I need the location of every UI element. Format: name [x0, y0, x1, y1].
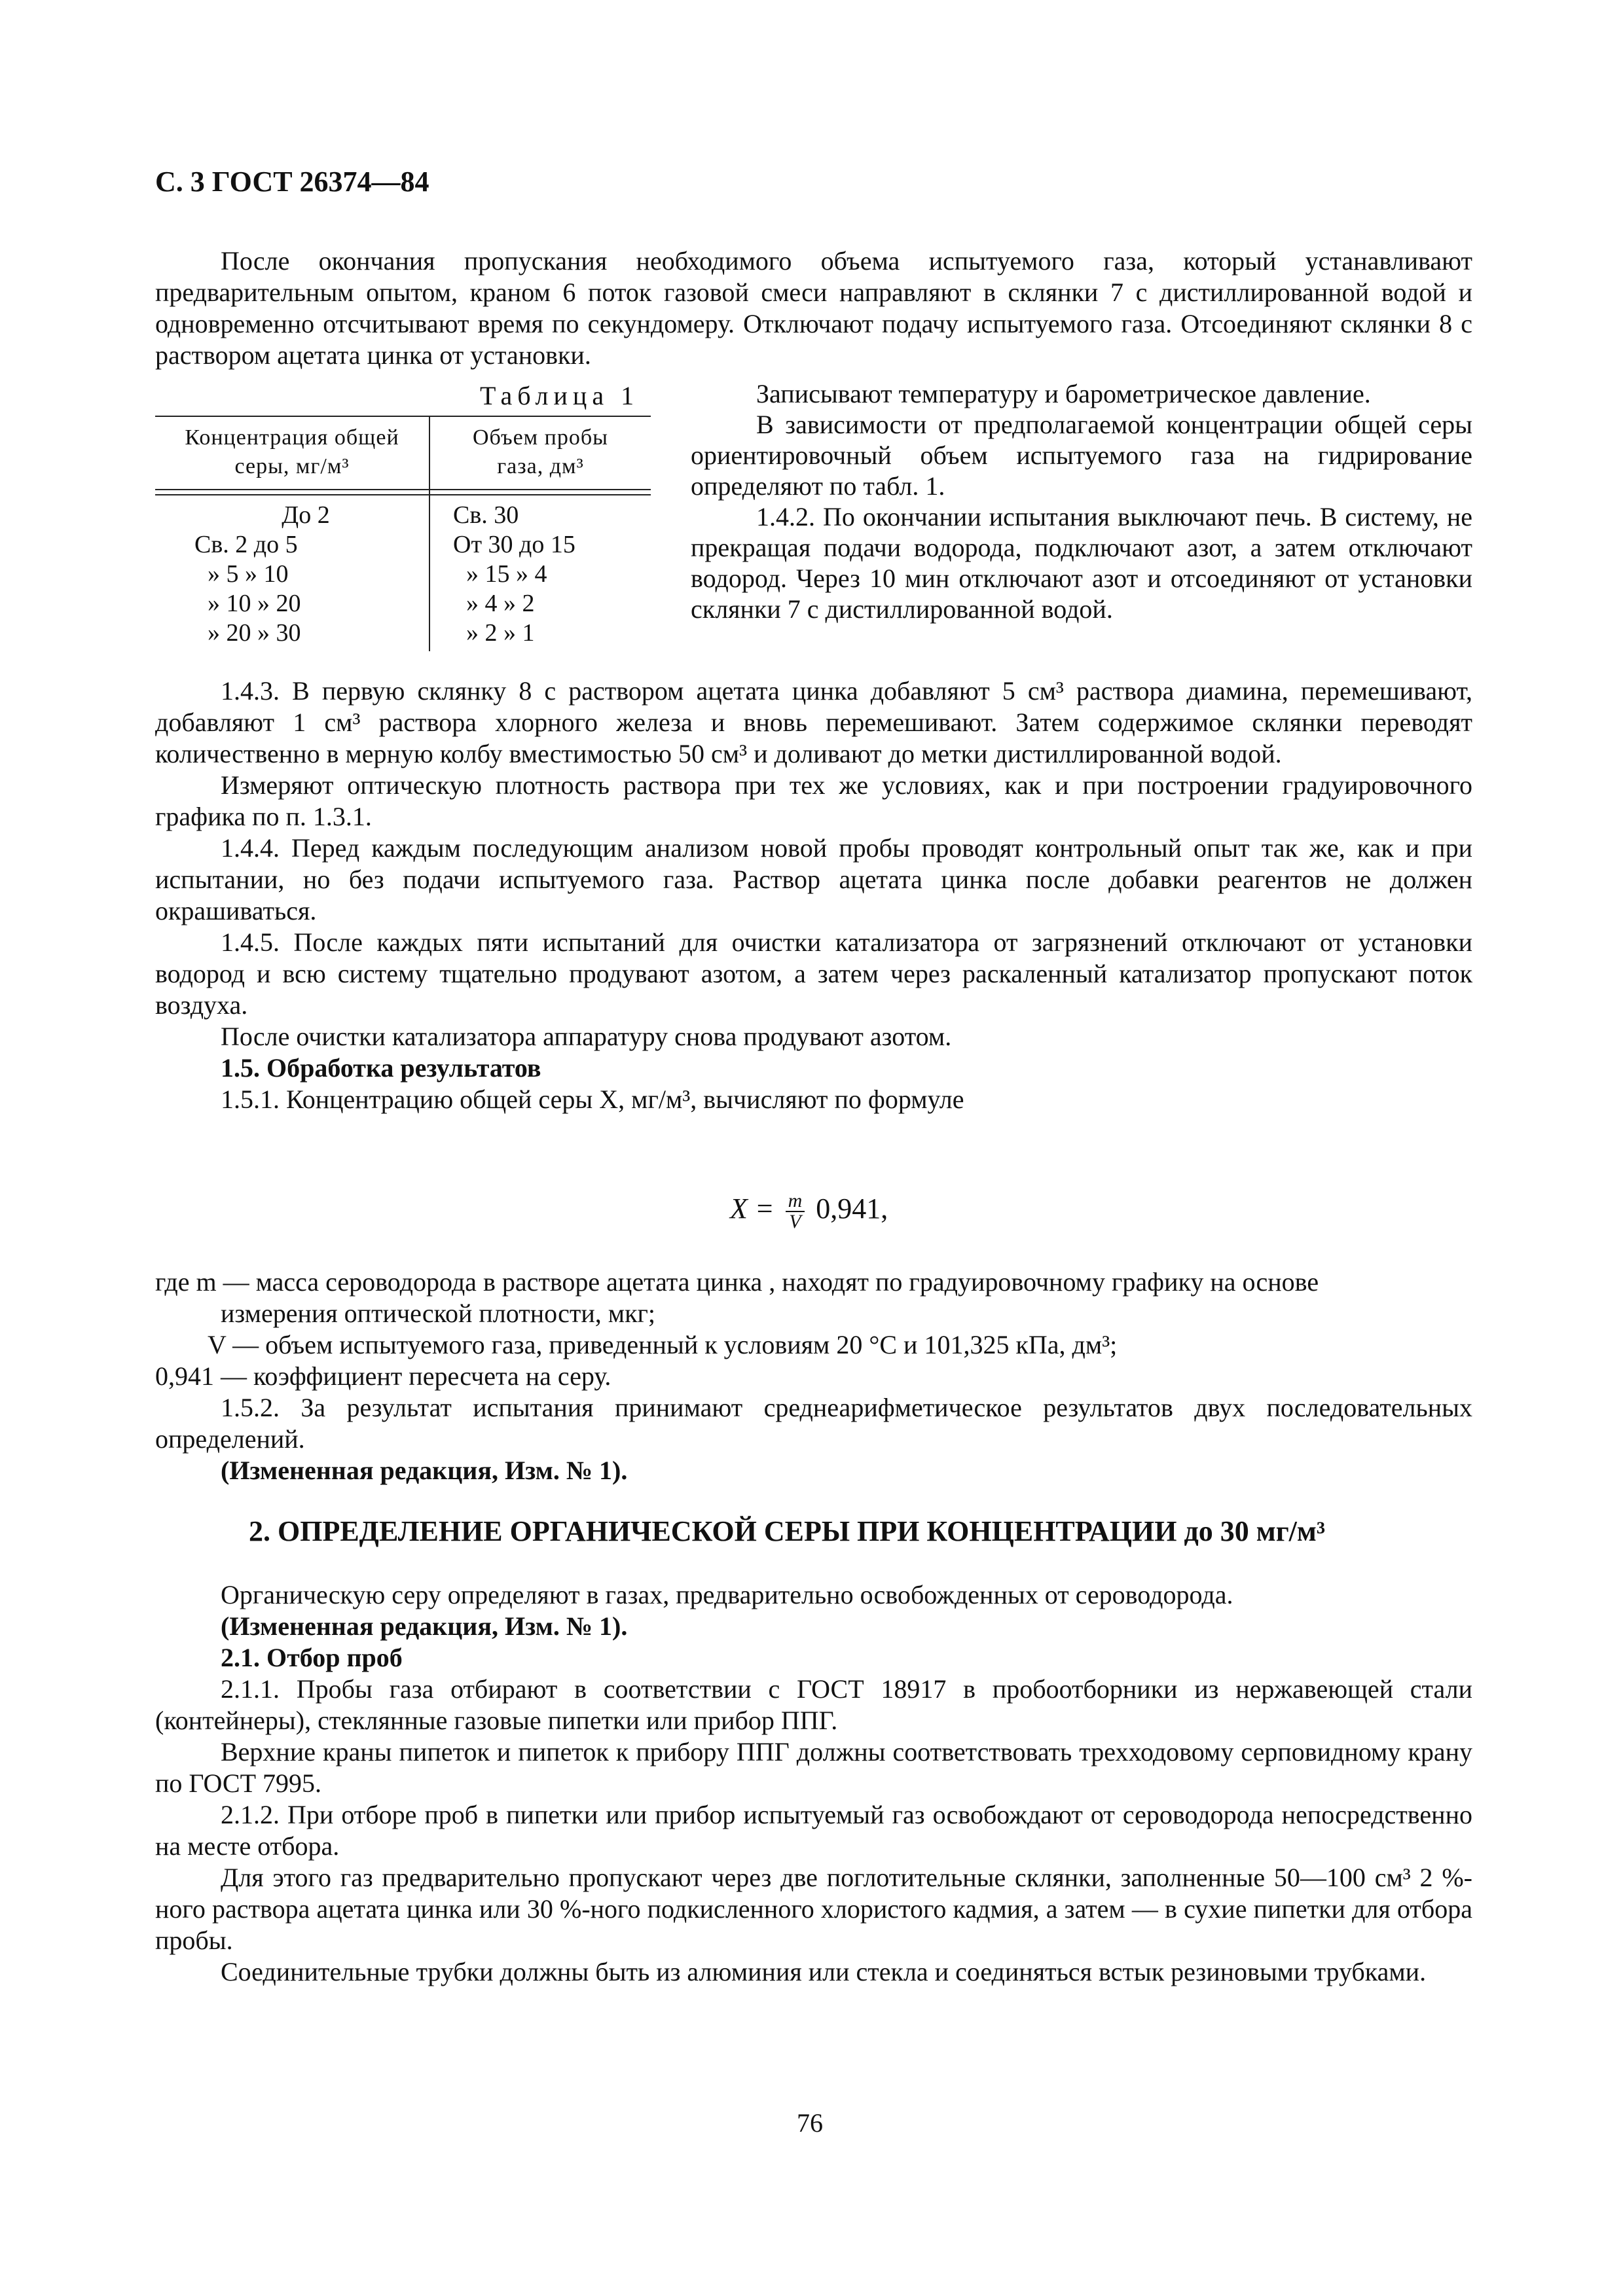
page-header: С. 3 ГОСТ 26374—84	[155, 166, 429, 198]
legend-v: V — объем испытуемого газа, приведенный к условиям 20 °С и 101,325 кПа, дм³;	[208, 1330, 1118, 1359]
table-cell: » 2 » 1	[466, 619, 535, 647]
table-column-concentration	[194, 501, 417, 648]
table-cell: Св. 30	[453, 501, 519, 529]
paragraph-text: В зависимости от предполагаемой концентрации общей серы ориентировочный объем испытуемого газа на гидрирование определяют по табл. 1.	[691, 410, 1472, 501]
table-cell: » 5 » 10	[208, 560, 289, 588]
formula-legend	[155, 1266, 1472, 1392]
formula-numerator: m	[786, 1191, 805, 1212]
paragraph-text: После очистки катализатора аппаратуру снова продувают азотом.	[221, 1022, 952, 1051]
page-number: 76	[797, 2108, 823, 2138]
formula-fraction	[786, 1191, 805, 1232]
section-2	[155, 1579, 1472, 1988]
paragraph-text: Соединительные трубки должны быть из алюминия или стекла и соединяться встык резиновыми трубками.	[221, 1957, 1427, 1986]
formula-coefficient: 0,941,	[816, 1193, 888, 1225]
formula-lhs: X =	[730, 1193, 775, 1225]
legend-m: где m — масса сероводорода в растворе ацетата цинка , находят по градуировочному графику на основе	[155, 1267, 1319, 1297]
paragraph-text: 2.1.2. При отборе проб в пипетки или прибор испытуемый газ освобождают от сероводорода непосредственно на месте отбора.	[155, 1800, 1472, 1861]
section-2-title: 2. ОПРЕДЕЛЕНИЕ ОРГАНИЧЕСКОЙ СЕРЫ ПРИ КОНЦЕНТРАЦИИ до 30 мг/м³	[249, 1515, 1326, 1547]
legend-coefficient: 0,941 — коэффициент пересчета на серу.	[155, 1361, 611, 1391]
formula	[730, 1191, 888, 1232]
legend-m-continued: измерения оптической плотности, мкг;	[221, 1299, 656, 1328]
table-cell: До 2	[282, 501, 330, 529]
table-rule	[155, 489, 651, 490]
paragraph-text: Записывают температуру и барометрическое давление.	[756, 379, 1371, 408]
formula-denominator: V	[789, 1211, 801, 1232]
paragraph-text: После окончания пропускания необходимого объема испытуемого газа, который устанавливают предварительным опытом, краном 6 поток газовой смеси направляют в склянки 7 с дистиллированной водой и одновременно отсчитывают время по секундомеру. Отключают подачу испытуемого газа. Отсоединяют склянки 8 с раствором ацетата цинка от установки.	[155, 246, 1472, 370]
table-cell: » 20 » 30	[208, 619, 301, 647]
table-caption: Таблица 1	[480, 381, 640, 410]
paragraph-text: 1.4.2. По окончании испытания выключают печь. В систему, не прекращая подачи водорода, подключают азот, а затем отключают водород. Через 10 мин отключают азот и отсоединяют от установки склянки 7 с дистиллированной водой.	[691, 502, 1472, 624]
paragraph-text: Верхние краны пипеток и пипеток к прибору ППГ должны соответствовать трехходовому серповидному крану по ГОСТ 7995.	[155, 1737, 1472, 1798]
table-header-volume: Объем пробы газа, дм³	[472, 425, 609, 478]
table-cell: » 4 » 2	[466, 590, 535, 617]
paragraph-text: Для этого газ предварительно пропускают через две поглотительные склянки, заполненные 50—100 см³ 2 %-ного раствора ацетата цинка или 30 %-ного подкисленного хлористого кадмия, а затем — в сухие пипетки для отбора пробы.	[155, 1863, 1472, 1955]
side-text	[691, 378, 1472, 624]
edit-note: (Измененная редакция, Изм. № 1).	[221, 1456, 628, 1485]
paragraph-text: Органическую серу определяют в газах, предварительно освобожденных от сероводорода.	[221, 1580, 1233, 1609]
subsection-heading: 1.5. Обработка результатов	[221, 1053, 541, 1083]
section-1-5-2	[155, 1392, 1472, 1486]
paragraph-text: 1.4.4. Перед каждым последующим анализом новой пробы проводят контрольный опыт так же, как и при испытании, но без подачи испытуемого газа. Раствор ацетата цинка после добавки реагентов не должен окрашиваться.	[155, 833, 1472, 925]
paragraph-text: 1.4.3. В первую склянку 8 с раствором ацетата цинка добавляют 5 см³ раствора диамина, перемешивают, добавляют 1 см³ раствора хлорного железа и вновь перемешивают. Затем содержимое склянки переводят количественно в мерную колбу вместимостью 50 см³ и доливают до метки дистиллированной водой.	[155, 676, 1472, 768]
table-cell: » 15 » 4	[466, 560, 547, 588]
table-cell: Св. 2 до 5	[194, 531, 298, 558]
table-rule	[155, 416, 651, 417]
section-1-4	[155, 675, 1472, 1115]
table-cell: От 30 до 15	[453, 531, 575, 558]
paragraph-text: 1.4.5. После каждых пяти испытаний для очистки катализатора от загрязнений отключают от установки водород и всю систему тщательно продувают азотом, а затем через раскаленный катализатор пропускают поток воздуха.	[155, 927, 1472, 1020]
table-header-concentration: Концентрация общей серы, мг/м³	[185, 425, 399, 478]
edit-note: (Измененная редакция, Изм. № 1).	[221, 1611, 628, 1641]
paragraph-text: Измеряют оптическую плотность раствора при тех же условиях, как и при построении градуировочного графика по п. 1.3.1.	[155, 770, 1472, 831]
subsection-heading: 2.1. Отбор проб	[221, 1643, 403, 1672]
paragraph-text: 2.1.1. Пробы газа отбирают в соответствии с ГОСТ 18917 в пробоотборники из нержавеющей стали (контейнеры), стеклянные газовые пипетки или прибор ППГ.	[155, 1674, 1472, 1735]
table-rule	[155, 494, 651, 495]
paragraph-intro	[155, 245, 1472, 371]
table-cell: » 10 » 20	[208, 590, 301, 617]
paragraph-text: 1.5.1. Концентрацию общей серы X, мг/м³, вычисляют по формуле	[221, 1085, 964, 1114]
table-column-volume	[453, 501, 649, 648]
paragraph-text: 1.5.2. За результат испытания принимают среднеарифметическое результатов двух последовательных определений.	[155, 1393, 1472, 1454]
